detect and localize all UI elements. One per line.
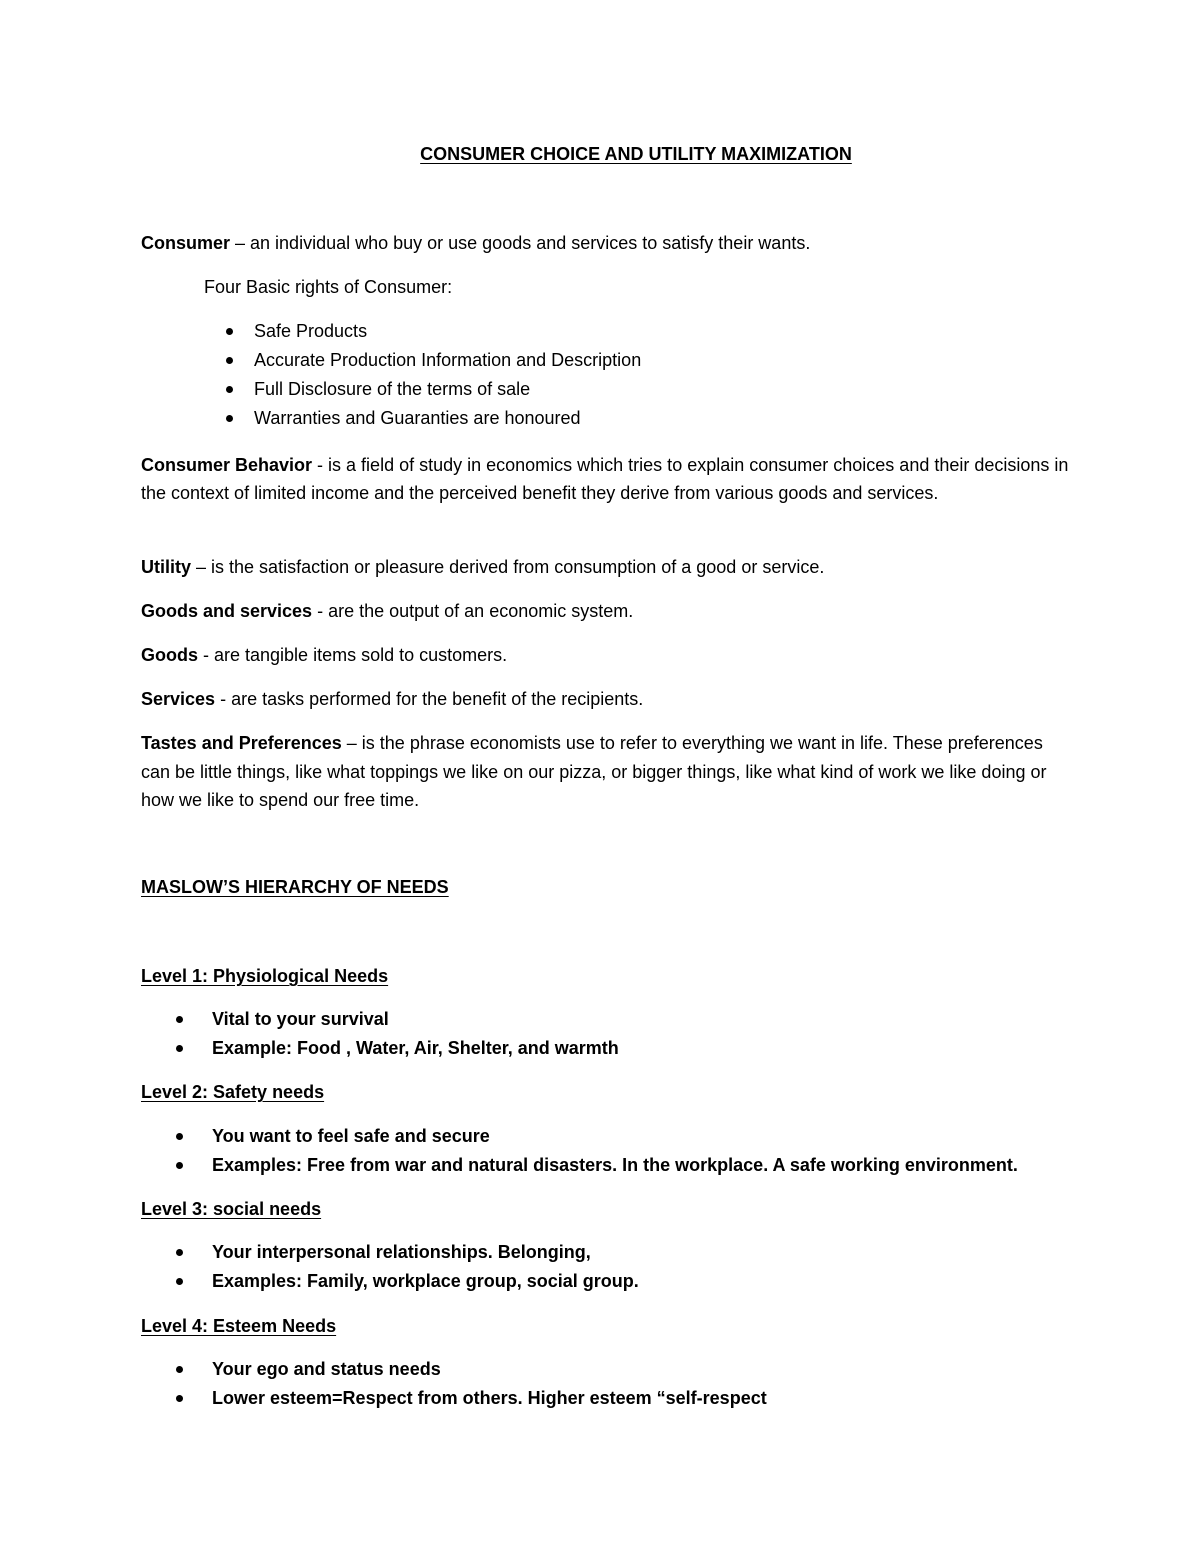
definition-goods-and-services [141, 597, 1071, 626]
bullet-icon [176, 1249, 183, 1256]
definition-text: - is a field of study in economics which tries to explain consumer choices and their decisions in the context of limited income and the perceived benefit they derive from various goods and services. [141, 455, 1069, 503]
list-item: Lower esteem=Respect from others. Higher esteem “self-respect [212, 1384, 767, 1413]
definition-goods [141, 641, 1071, 670]
term: Utility [141, 557, 192, 577]
rights-list [254, 317, 641, 433]
definition-consumer-behavior [141, 451, 1071, 507]
term: Consumer Behavior [141, 455, 313, 475]
bullet-icon [226, 357, 233, 364]
bullet-icon [176, 1133, 183, 1140]
consumer-definition [141, 229, 1071, 258]
definition-text: – is the phrase economists use to refer to everything we want in life. These preferences can be little things, like what toppings we like on our pizza, or bigger things, like what kind of work we like doing or how we like to spend our free time. [141, 733, 1047, 810]
list-item: You want to feel safe and secure [212, 1122, 1018, 1151]
list-item: Warranties and Guaranties are honoured [254, 404, 641, 433]
consumer-definition-text: – an individual who buy or use goods and services to satisfy their wants. [230, 233, 811, 253]
bullet-icon [226, 415, 233, 422]
list-item: Your interpersonal relationships. Belonging, [212, 1238, 639, 1267]
definition-services [141, 685, 1071, 714]
list-item: Your ego and status needs [212, 1355, 767, 1384]
definition-text: - are tasks performed for the benefit of the recipients. [215, 689, 644, 709]
list-item: Full Disclosure of the terms of sale [254, 375, 641, 404]
bullet-icon [176, 1278, 183, 1285]
list-item: Examples: Family, workplace group, social group. [212, 1267, 639, 1296]
definition-tastes-and-preferences [141, 729, 1071, 815]
list-item: Accurate Production Information and Description [254, 346, 641, 375]
level-1-list [212, 1005, 619, 1063]
bullet-icon [226, 328, 233, 335]
level-2-title: Level 2: Safety needs [141, 1082, 325, 1102]
term-consumer: Consumer [141, 233, 231, 253]
level-3-list [212, 1238, 639, 1296]
definition-text: – is the satisfaction or pleasure derived from consumption of a good or service. [191, 557, 825, 577]
definition-text: - are tangible items sold to customers. [198, 645, 508, 665]
bullet-icon [176, 1162, 183, 1169]
level-2-list [212, 1122, 1018, 1180]
bullet-icon [176, 1366, 183, 1373]
bullet-icon [176, 1016, 183, 1023]
definition-utility [141, 553, 1071, 582]
list-item: Safe Products [254, 317, 641, 346]
list-item: Examples: Free from war and natural disasters. In the workplace. A safe working environment. [212, 1151, 1018, 1180]
document-title: CONSUMER CHOICE AND UTILITY MAXIMIZATION [420, 144, 852, 164]
term: Goods and services [141, 601, 313, 621]
level-1-title: Level 1: Physiological Needs [141, 966, 389, 986]
rights-heading: Four Basic rights of Consumer: [204, 277, 453, 297]
term: Tastes and Preferences [141, 733, 342, 753]
list-item: Vital to your survival [212, 1005, 619, 1034]
definition-text: - are the output of an economic system. [312, 601, 634, 621]
bullet-icon [176, 1045, 183, 1052]
level-4-list [212, 1355, 767, 1413]
term: Goods [141, 645, 198, 665]
level-3-title: Level 3: social needs [141, 1199, 322, 1219]
maslow-heading: MASLOW’S HIERARCHY OF NEEDS [141, 877, 449, 897]
bullet-icon [176, 1395, 183, 1402]
level-4-title: Level 4: Esteem Needs [141, 1316, 337, 1336]
bullet-icon [226, 386, 233, 393]
term: Services [141, 689, 216, 709]
list-item: Example: Food , Water, Air, Shelter, and warmth [212, 1034, 619, 1063]
